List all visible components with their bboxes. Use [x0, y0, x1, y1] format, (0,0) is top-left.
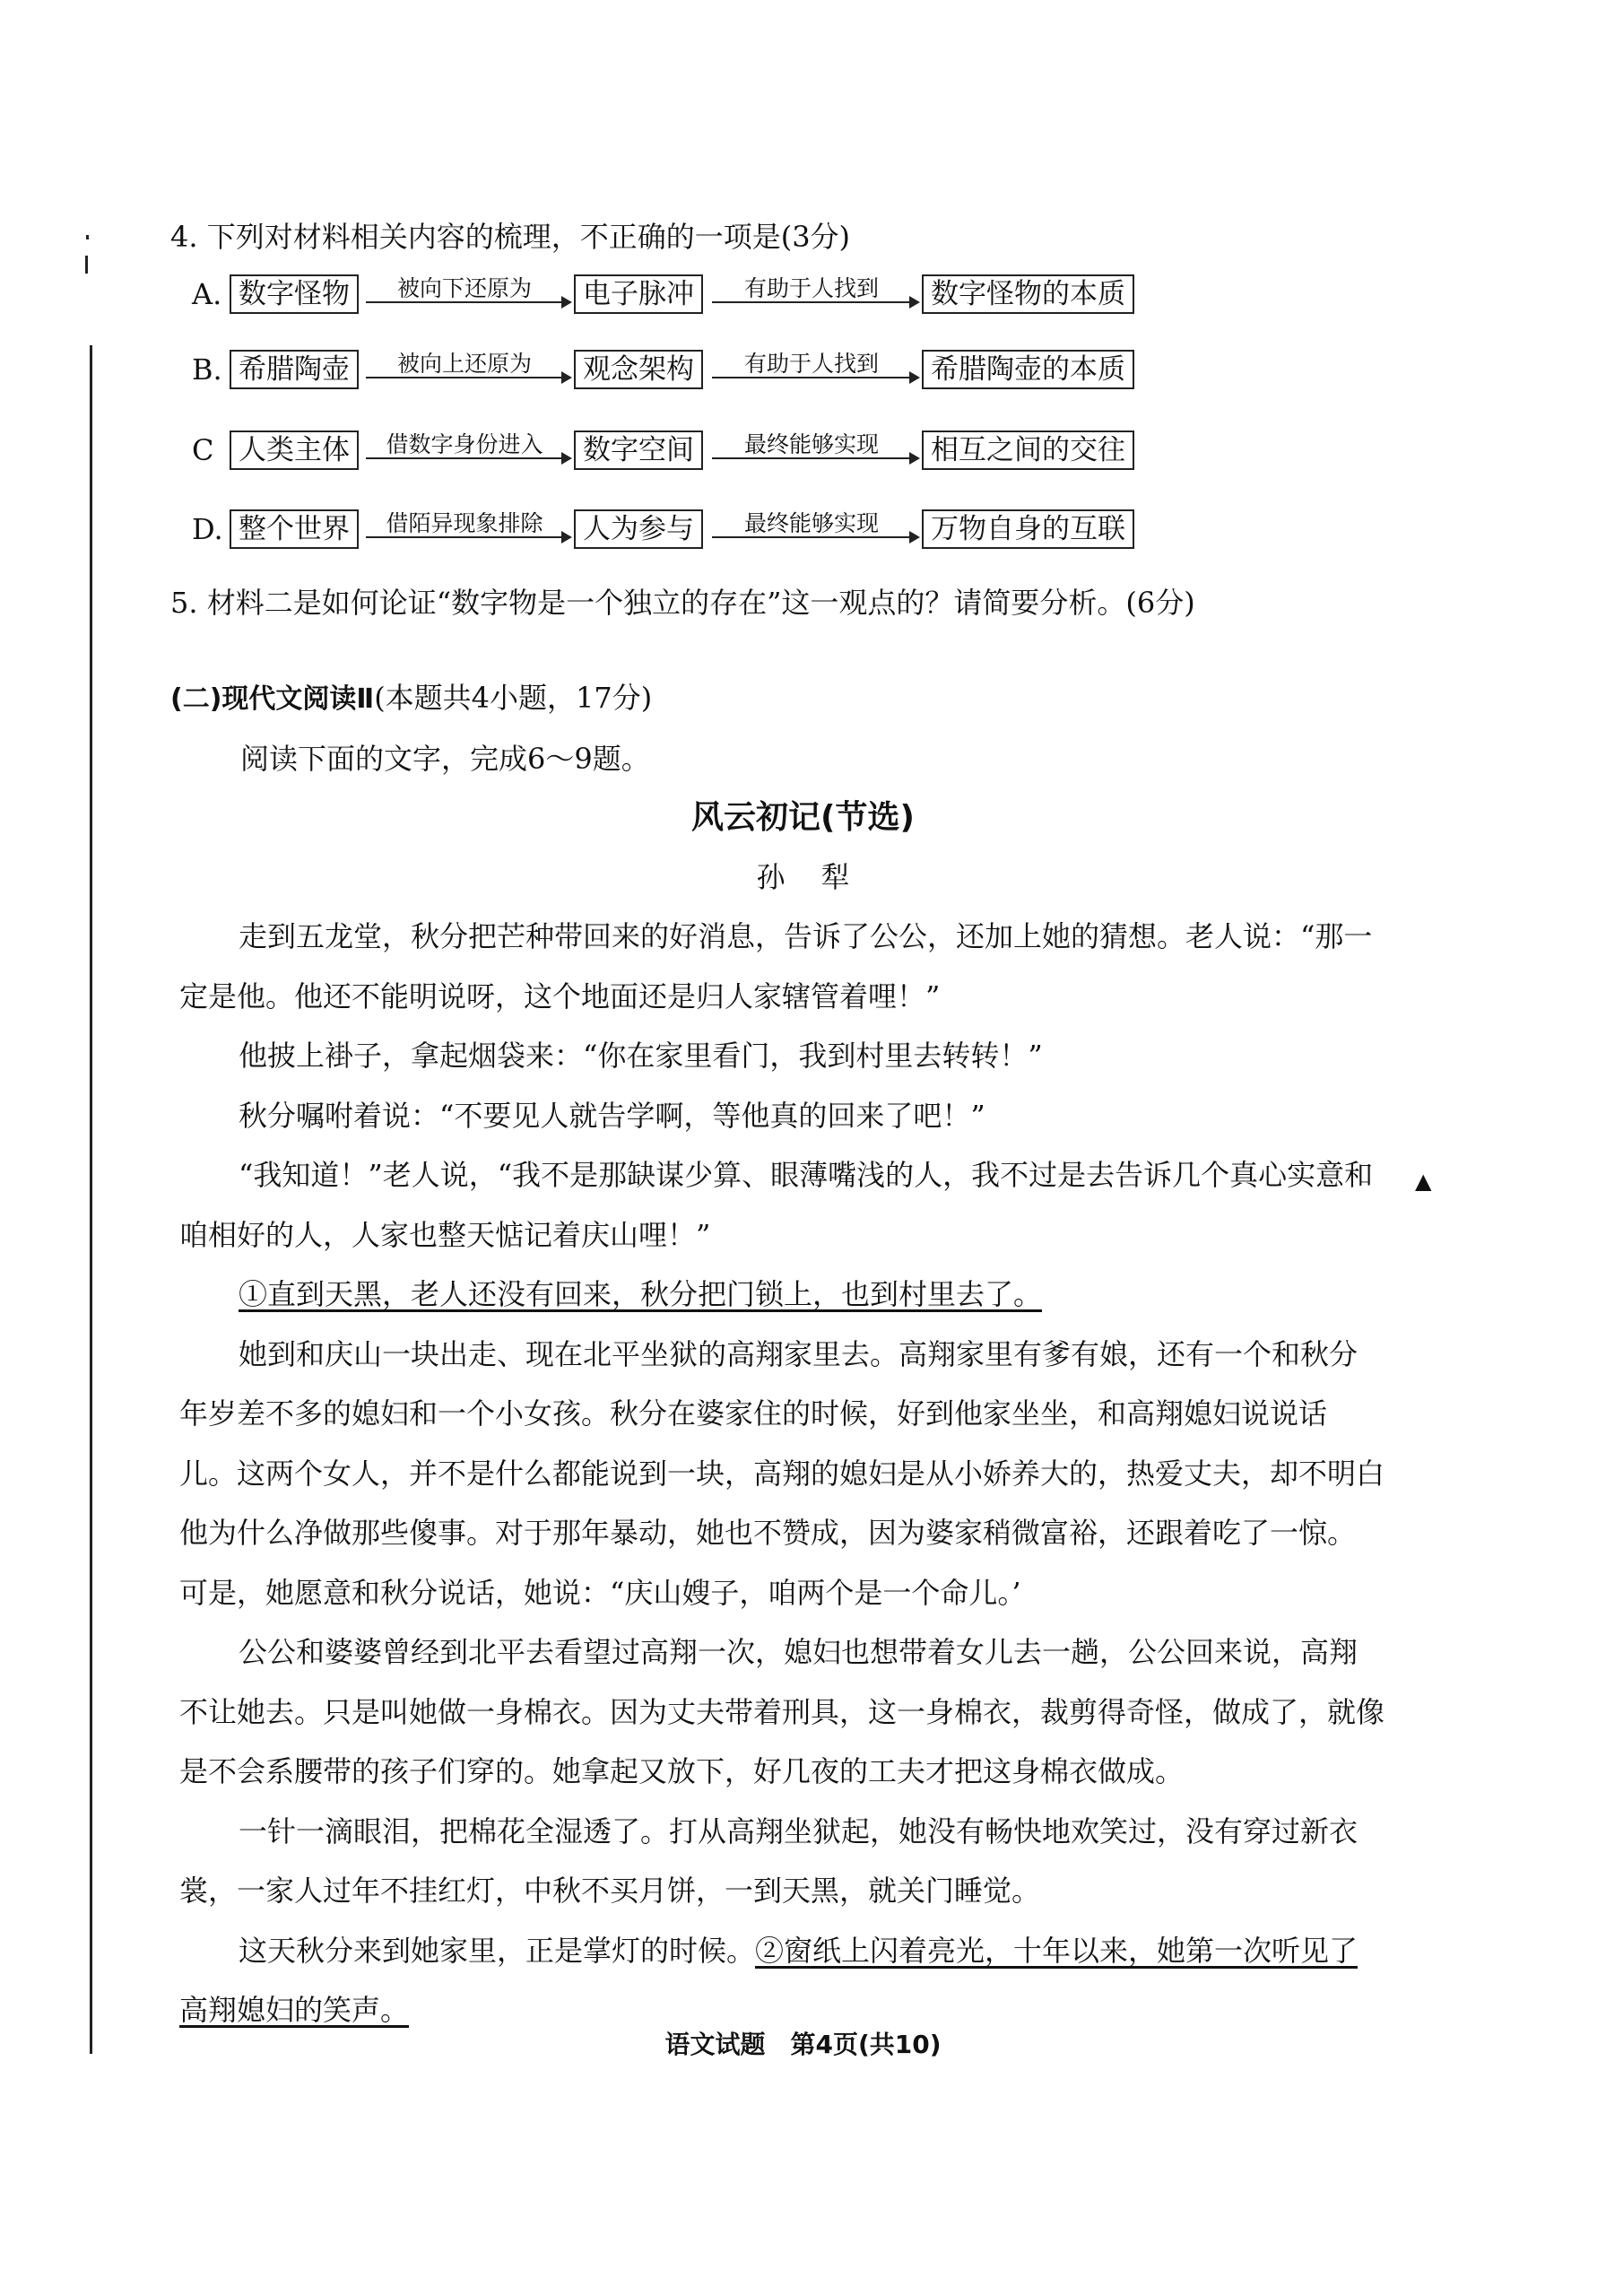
flow-arrow — [712, 430, 920, 472]
article-text: 不让她去。只是叫她做一身棉衣。因为丈夫带着刑具，这一身棉衣，裁剪得奇怪，做成了，就像 — [179, 1694, 1385, 1729]
article-line — [179, 1992, 409, 2028]
arrow-label: 有助于人找到 — [743, 351, 879, 377]
article-line — [239, 1634, 1358, 1670]
article-text: 是不会系腰带的孩子们穿的。她拿起又放下，好几夜的工夫才把这身棉衣做成。 — [179, 1754, 1185, 1788]
arrow-head-icon — [909, 371, 920, 384]
flow-box: 数字空间 — [574, 430, 703, 470]
option-a — [192, 274, 1223, 316]
arrow-label: 被向下还原为 — [396, 275, 532, 301]
arrow-head-icon — [561, 531, 572, 544]
article-line — [239, 1933, 1358, 1969]
article-line — [179, 1873, 1040, 1909]
flow-box: 人类主体 — [230, 430, 359, 470]
section-heading — [170, 680, 652, 718]
article-text: 可是，她愿意和秋分说话，她说：“庆山嫂子，咱两个是一个命儿。’ — [179, 1575, 1021, 1610]
flow-box: 数字怪物 — [230, 274, 359, 314]
arrow-label: 被向上还原为 — [396, 351, 532, 377]
article-text: 这天秋分来到她家里，正是掌灯的时候。 — [239, 1933, 756, 1968]
article-text: 秋分嘱咐着说：“不要见人就告学啊，等他真的回来了吧！” — [239, 1098, 985, 1133]
option-letter: C — [192, 433, 214, 467]
option-letter: B. — [192, 352, 222, 387]
article-text: 走到五龙堂，秋分把芒种带回来的好消息，告诉了公公，还加上她的猜想。老人说：“那一 — [239, 919, 1373, 953]
article-line — [179, 1575, 1021, 1611]
article-line — [239, 1276, 1042, 1312]
article-line — [239, 1813, 1358, 1849]
flow-arrow — [366, 274, 572, 316]
article-line — [239, 1157, 1373, 1193]
article-text: 她到和庆山一块出走、现在北平坐狱的高翔家里去。高翔家里有爹有娘，还有一个和秋分 — [239, 1336, 1359, 1371]
page-footer: 语文试题 第4页(共10) — [664, 2030, 942, 2059]
article-line — [179, 1694, 1385, 1730]
article-line — [179, 1217, 710, 1253]
option-d — [192, 509, 1223, 551]
article-line — [179, 1456, 1385, 1492]
flow-box: 数字怪物的本质 — [922, 274, 1134, 314]
arrow-head-icon — [909, 452, 920, 465]
article-text: 一针一滴眼泪，把棉花全湿透了。打从高翔坐狱起，她没有畅快地欢笑过，没有穿过新衣 — [239, 1813, 1359, 1848]
flow-arrow — [366, 350, 572, 391]
article-text: 咱相好的人，人家也整天惦记着庆山哩！” — [179, 1217, 711, 1252]
flow-box: 希腊陶壶 — [230, 350, 359, 389]
article-line — [179, 1753, 1184, 1789]
flow-arrow — [712, 274, 920, 316]
article-text: ①直到天黑，老人还没有回来，秋分把门锁上，也到村里去了。 — [239, 1277, 1043, 1311]
arrow-head-icon — [909, 531, 920, 544]
arrow-label: 最终能够实现 — [743, 510, 879, 536]
article-text: 公公和婆婆曾经到北平去看望过高翔一次，媳妇也想带着女儿去一趟，公公回来说，高翔 — [239, 1635, 1359, 1669]
article-text: 他为什么净做那些傻事。对于那年暴动，她也不赞成，因为婆家稍微富裕，还跟着吃了一惊。 — [179, 1516, 1357, 1550]
arrow-head-icon — [909, 296, 920, 309]
article-text: 他披上褂子，拿起烟袋来：“你在家里看门，我到村里去转转！” — [239, 1039, 1043, 1073]
article-text: 定是他。他还不能明说呀，这个地面还是归人家辖管着哩！” — [179, 978, 941, 1013]
article-line — [239, 1336, 1358, 1372]
article-text: “我知道！”老人说，“我不是那缺谋少算、眼薄嘴浅的人，我不过是去告诉几个真心实意和 — [239, 1158, 1374, 1192]
flow-arrow — [712, 350, 920, 391]
arrow-head-icon — [561, 452, 572, 465]
article-text: 儿。这两个女人，并不是什么都能说到一块，高翔的媳妇是从小娇养大的，热爱丈夫，却不明白 — [179, 1456, 1385, 1491]
flow-box: 观念架构 — [574, 350, 703, 389]
arrow-label: 最终能够实现 — [743, 431, 879, 457]
margin-arrow-icon: ▲ — [1415, 1169, 1432, 1194]
section-instruction: 阅读下面的文字，完成6～9题。 — [240, 742, 650, 776]
flow-box: 相互之间的交往 — [922, 430, 1134, 470]
binding-line — [90, 345, 92, 2054]
article-line — [239, 1098, 985, 1134]
flow-box: 整个世界 — [230, 509, 359, 549]
arrow-label: 借陌异现象排除 — [386, 510, 543, 536]
flow-arrow — [712, 509, 920, 551]
article-line — [239, 918, 1372, 954]
arrow-label: 借数字身份进入 — [386, 431, 543, 457]
arrow-head-icon — [561, 371, 572, 384]
margin-mark — [85, 256, 88, 274]
article-line — [179, 1515, 1356, 1551]
article-line — [179, 1396, 1327, 1431]
flow-box: 希腊陶壶的本质 — [922, 350, 1134, 389]
article-title: 风云初记(节选) — [691, 799, 915, 836]
article-line — [239, 1038, 1043, 1074]
article-author: 孙犁 — [756, 860, 886, 894]
flow-box: 万物自身的互联 — [922, 509, 1134, 549]
article-text-underlined: ②窗纸上闪着亮光，十年以来，她第一次听见了 — [755, 1933, 1359, 1968]
flow-box: 电子脉冲 — [574, 274, 703, 314]
article-text: 年岁差不多的媳妇和一个小女孩。秋分在婆家住的时候，好到他家坐坐，和高翔媳妇说说话 — [179, 1396, 1328, 1431]
flow-arrow — [366, 430, 572, 472]
margin-mark — [86, 235, 89, 239]
flow-arrow — [366, 509, 572, 551]
question-4-stem: 4. 下列对材料相关内容的梳理，不正确的一项是(3分) — [170, 220, 851, 254]
option-letter: A. — [192, 277, 222, 311]
option-c — [192, 430, 1223, 472]
flow-box: 人为参与 — [574, 509, 703, 549]
section-note: (本题共4小题，17分) — [374, 681, 653, 715]
article-text: 高翔媳妇的笑声。 — [179, 1993, 410, 2027]
article-line — [179, 978, 940, 1014]
option-b — [192, 350, 1223, 391]
section-title: (二)现代文阅读Ⅱ — [170, 683, 375, 715]
arrow-label: 有助于人找到 — [743, 275, 879, 301]
option-letter: D. — [192, 512, 223, 546]
question-5: 5. 材料二是如何论证“数字物是一个独立的存在”这一观点的？请简要分析。(6分) — [170, 586, 1195, 620]
arrow-head-icon — [561, 296, 572, 309]
article-text: 裳，一家人过年不挂红灯，中秋不买月饼，一到天黑，就关门睡觉。 — [179, 1874, 1041, 1908]
